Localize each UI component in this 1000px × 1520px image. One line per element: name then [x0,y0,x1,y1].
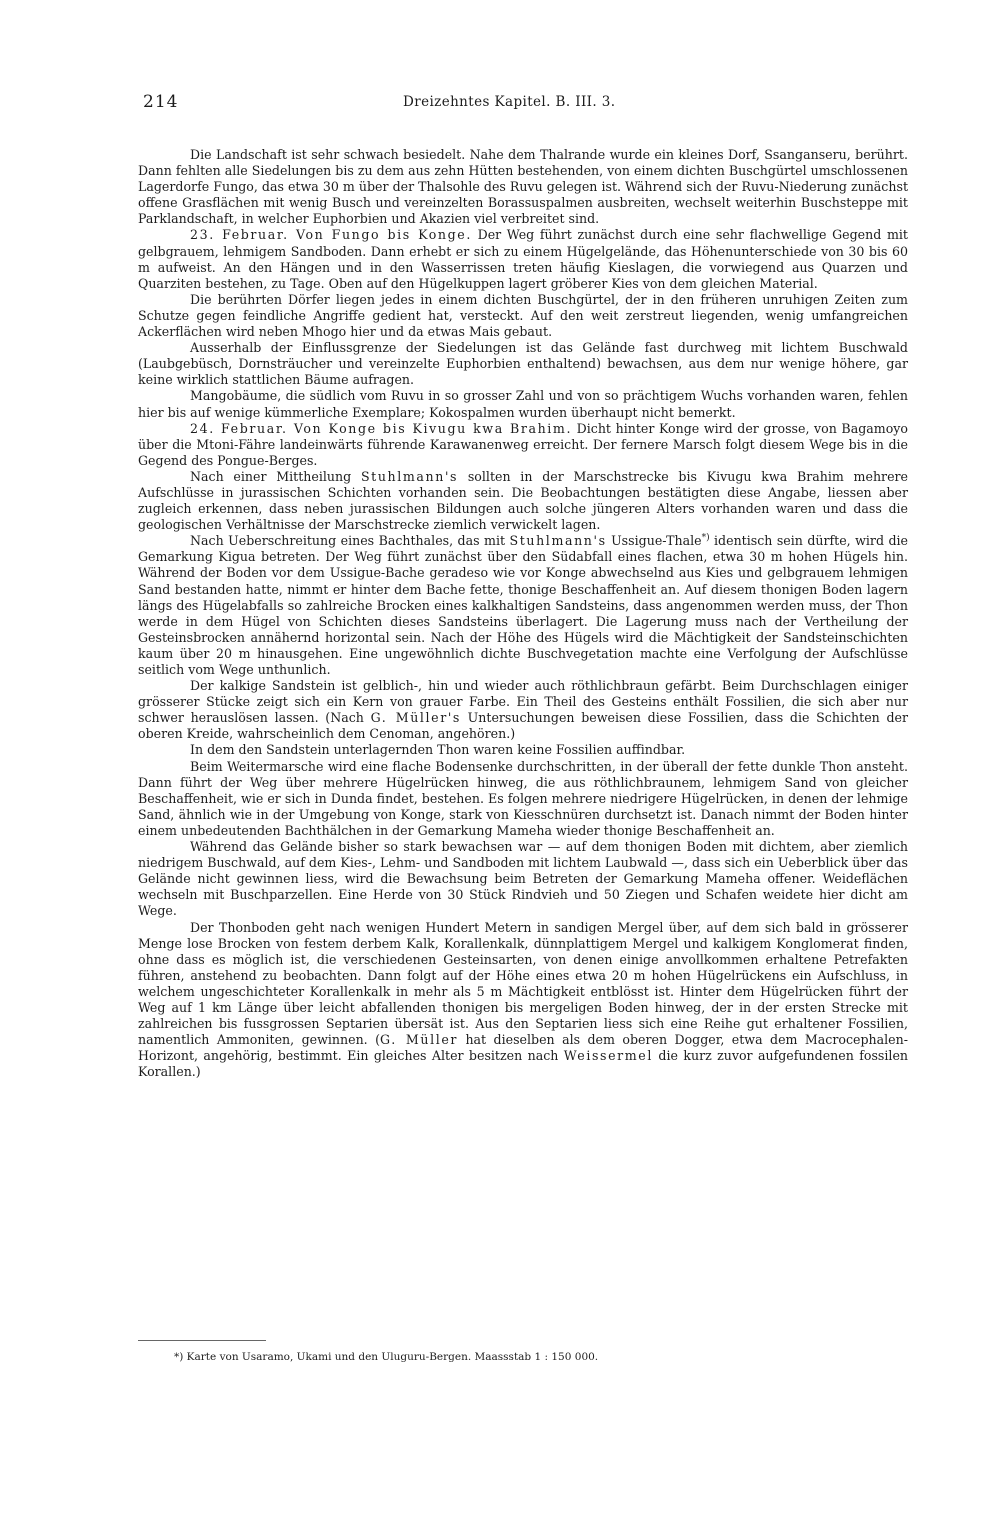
date-heading: 24. Februar. Von Konge bis Kivugu kwa Brahim. [190,420,573,436]
date-heading: 23. Februar. Von Fungo bis Konge. [190,227,472,243]
footnote-divider [138,1340,266,1341]
page-number: 214 [143,92,179,112]
paragraph: Der kalkige Sandstein ist gelblich-, hin und wieder auch röthlichbraun gefärbt. Beim Durchschlagen einiger grösserer Stücke zeigt sich ein Kern von grauer Farbe. Ein Theil des Gesteins enthält Fossilien, die sich aber nur schwer herauslösen lassen. (Nach G. Müller's Untersuchungen beweisen diese Fossilien, dass die Schichten der oberen Kreide, wahrscheinlich dem Cenoman, angehören.) [138,678,908,742]
body-text [138,147,908,1080]
paragraph: Die berührten Dörfer liegen jedes in einem dichten Buschgürtel, der in den früheren unruhigen Zeiten zum Schutze gegen feindliche Angriffe gedient hat, versteckt. Auf den weit zerstreut liegenden, wenig umfangreichen Ackerflächen wird neben Mhogo hier und da etwas Mais gebaut. [138,291,908,340]
author-name: G. Müller [380,1032,459,1048]
paragraph: Die Landschaft ist sehr schwach besiedelt. Nahe dem Thalrande wurde ein kleines Dorf, Ssanganseru, berührt. Dann fehlten alle Siedelungen bis zu dem aus zehn Hütten bestehenden, von einem dichten Buschgürtel umschlossenen Lagerdorfe Fungo, das etwa 30 m über der Thalsohle des Ruvu gelegen ist. Während sich der Ruvu-Niederung zunächst offene Grasflächen mit wenig Busch und vereinzelten Borassuspalmen ausbreiten, wechselt weiterhin Buschsteppe mit Parklandschaft, in welcher Euphorbien und Akazien viel verbreitet sind. [138,147,908,227]
paragraph: Nach Ueberschreitung eines Bachthales, das mit Stuhlmann's Ussigue-Thale*) identisch sein dürfte, wird die Gemarkung Kigua betreten. Der Weg führt zunächst über den Südabfall eines flachen, etwa 30 m hohen Hügels hin. Während der Boden vor dem Ussigue-Bache geradeso wie vor Konge abwechselnd aus Kies und gelbgrauem lehmigen Sand bestanden hatte, nimmt er hinter dem Bache fette, thonige Beschaffenheit an. Auf diesem thonigen Boden lagern längs des Hügelabfalls so zahlreiche Brocken eines kalkhaltigen Sandsteins, dass angenommen werden muss, der Thon werde in dem Hügel von Schichten dieses Sandsteins überlagert. Die Lagerung muss nach der Vertheilung der Gesteinsbrocken annähernd horizontal sein. Nach der Höhe des Hügels wird die Mächtigkeit der Sandsteinschichten kaum über 20 m hinausgehen. Eine ungewöhnlich dichte Buschvegetation machte eine Verfolgung der Aufschlüsse seitlich vom Wege unthunlich. [138,533,908,677]
paragraph: 24. Februar. Von Konge bis Kivugu kwa Brahim. Dicht hinter Konge wird der grosse, von Bagamoyo über die Mtoni-Fähre landeinwärts führende Karawanenweg erreicht. Der fernere Marsch folgt diesem Wege bis in die Gegend des Pongue-Berges. [138,420,908,468]
paragraph: Beim Weitermarsche wird eine flache Bodensenke durchschritten, in der überall der fette dunkle Thon ansteht. Dann führt der Weg über mehrere Hügelrücken hinweg, die aus röthlichbraunem, lehmigem Sand von gleicher Beschaffenheit, wie er sich in Dunda findet, bestehen. Es folgen mehrere niedrigere Hügelrücken, in denen der lehmige Sand, ähnlich wie in der Umgebung von Konge, stark von Kiesschnüren durchsetzt ist. Danach nimmt der Boden hinter einem unbedeutenden Bachthälchen in der Gemarkung Mameha wieder thonige Beschaffenheit an. [138,758,908,838]
page-header [143,92,907,118]
author-name: Weissermel [563,1048,653,1064]
paragraph: Nach einer Mittheilung Stuhlmann's sollten in der Marschstrecke bis Kivugu kwa Brahim mehrere Aufschlüsse in jurassischen Schichten vorhanden sein. Die Beobachtungen bestätigten diese Angabe, liessen aber zugleich erkennen, dass neben jurassischen Bildungen auch solche jüngeren Alters vorhanden waren und dass die geologischen Verhältnisse der Marschstrecke ziemlich verwickelt lagen. [138,468,909,533]
paragraph: Während das Gelände bisher so stark bewachsen war — auf dem thonigen Boden mit dichtem, aber ziemlich niedrigem Buschwald, auf dem Kies-, Lehm- und Sandboden mit lichtem Laubwald —, dass sich ein Ueberblick über das Gelände nicht gewinnen liess, wird die Bewachsung beim Betreten der Gemarkung Mameha offener. Weideflächen wechseln mit Buschparzellen. Eine Herde von 30 Stück Rindvieh und 50 Ziegen und Schafen weidete hier dicht am Wege. [138,839,908,919]
paragraph: Der Thonboden geht nach wenigen Hundert Metern in sandigen Mergel über, auf dem sich bald in grösserer Menge lose Brocken von festem derbem Kalk, Korallenkalk, dünnplattigem Mergel und kalkigem Konglomerat finden, ohne dass es möglich ist, die verschiedenen Gesteinsarten, von denen einige anvollkommen erhaltene Petrefakten führen, anstehend zu beobachten. Dann folgt auf der Höhe eines etwa 20 m hohen Hügelrückens ein Aufschluss, in welchem ungeschichteter Korallenkalk in mehr als 5 m Mächtigkeit entblösst ist. Hinter dem Hügelrücken führt der Weg auf 1 km Länge über leicht abfallenden thonigen bis mergeligen Boden hinweg, der in der ersten Strecke mit zahlreichen bis fussgrossen Septarien übersät ist. Aus den Septarien liess sich eine Reihe gut erhaltener Fossilien, namentlich Ammoniten, gewinnen. (G. Müller hat dieselben als dem oberen Dogger, etwa dem Macrocephalen-Horizont, angehörig, bestimmt. Ein gleiches Alter besitzen nach Weissermel die kurz zuvor aufgefundenen fossilen Korallen.) [138,919,909,1080]
paragraph: Ausserhalb der Einflussgrenze der Siedelungen ist das Gelände fast durchweg mit lichtem Buschwald (Laubgebüsch, Dornsträucher und vereinzelte Euphorbien enthaltend) bewachsen, aus dem nur wenige höhere, gar keine wirklich stattlichen Bäume aufragen. [138,340,908,388]
paragraph: 23. Februar. Von Fungo bis Konge. Der Weg führt zunächst durch eine sehr flachwellige Gegend mit gelbgrauem, lehmigem Sandboden. Dann erhebt er sich zu einem Hügelgelände, das Höhenunterschiede von 30 bis 60 m aufweist. An den Hängen und in den Wasserrissen treten häufig Kieslagen, die vorwiegend aus Quarzen und Quarziten bestehen, zu Tage. Oben auf den Hügelkuppen lagert gröberer Kies von dem gleichen Material. [138,227,908,291]
paragraph: In dem den Sandstein unterlagernden Thon waren keine Fossilien auffindbar. [190,742,686,758]
paragraph: Mangobäume, die südlich vom Ruvu in so grosser Zahl und von so prächtigem Wuchs vorhanden waren, fehlen hier bis auf wenige kümmerliche Exemplare; Kokospalmen wurden überhaupt nicht bemerkt. [138,388,908,420]
author-name: G. Müller's [370,710,461,726]
author-name: Stuhlmann's [360,468,459,484]
author-name: Stuhlmann's [509,533,607,549]
footnote: *) Karte von Usaramo, Ukami und den Uluguru-Bergen. Maassstab 1 : 150 000. [174,1351,599,1363]
footnote-marker: *) [701,533,710,544]
running-title: Dreizehntes Kapitel. B. III. 3. [403,94,616,110]
